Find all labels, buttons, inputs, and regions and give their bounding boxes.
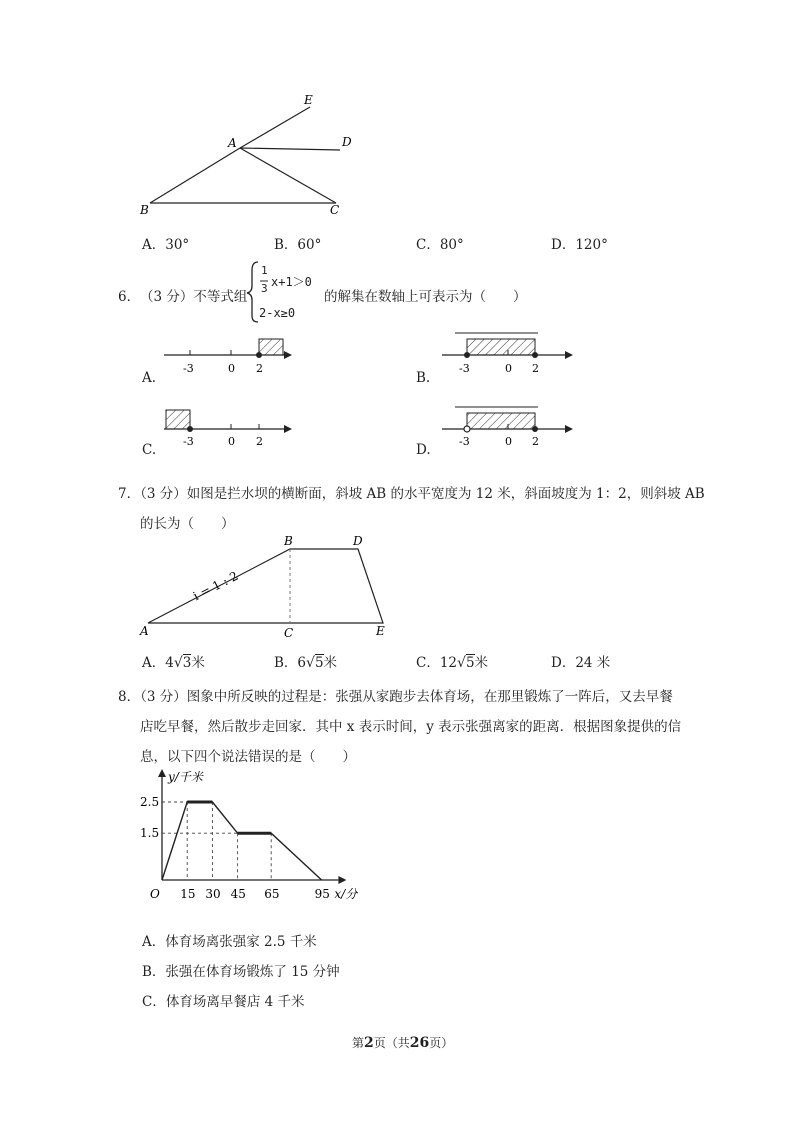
q7-option-c: C．12√5米 (416, 655, 489, 671)
y-tick-label: 2.5 (140, 795, 160, 809)
svg-text:2: 2 (256, 362, 263, 375)
page-footer: 第2页（共26页） (352, 1035, 454, 1051)
q5-option-a: A．30° (142, 237, 190, 253)
q5-option-c: C．80° (416, 237, 464, 253)
svg-text:2: 2 (532, 362, 539, 375)
q6-suffix: 的解集在数轴上可表示为（ ） (324, 289, 527, 305)
q8-line2: 店吃早餐，然后散步走回家．其中 x 表示时间，y 表示张强离家的距离．根据图象提供的信 (140, 719, 682, 735)
x-tick-label: 45 (230, 887, 246, 901)
svg-text:B: B (284, 534, 293, 548)
svg-text:i = 1 : 2: i = 1 : 2 (190, 568, 241, 604)
svg-text:-3: -3 (459, 362, 470, 375)
x-tick-label: 95 (314, 887, 330, 901)
svg-text:0: 0 (505, 362, 512, 375)
q6-option-d: D. (416, 442, 431, 458)
label-b: B (140, 203, 149, 217)
q6-option-a: A. (142, 370, 157, 386)
svg-text:A: A (140, 624, 149, 638)
q6-prefix: （3 分）不等式组 (140, 289, 248, 305)
label-c: C (330, 203, 340, 217)
q8-option-b: B．张强在体育场锻炼了 15 分钟 (142, 964, 340, 980)
q7-option-a: A．4√3米 (142, 655, 205, 671)
q6-option-c: C. (142, 442, 157, 458)
svg-text:-3: -3 (183, 362, 194, 375)
q7-option-b: B．6√5米 (274, 655, 338, 671)
svg-text:0: 0 (228, 362, 235, 375)
q6-frac-num: 1 (261, 264, 268, 277)
x-axis-arrow (338, 876, 346, 884)
series-line (162, 802, 322, 880)
x-tick-label: 15 (180, 887, 196, 901)
svg-text:-3: -3 (183, 435, 194, 448)
q6-ineq2: 2-x≥0 (259, 306, 296, 320)
label-a: A (228, 136, 237, 150)
origin-label: O (150, 887, 160, 901)
label-e: E (304, 93, 313, 107)
y-axis-label: y/千米 (168, 770, 203, 785)
x-tick-label: 65 (264, 887, 280, 901)
q7-line2: 的长为（ ） (140, 516, 235, 532)
svg-text:2: 2 (532, 435, 539, 448)
q8-option-c: C．体育场离早餐店 4 千米 (142, 994, 305, 1010)
svg-text:C: C (284, 626, 294, 640)
q8-line1: 8．（3 分）图象中所反映的过程是：张强从家跑步去体育场，在那里锻炼了一阵后，又去早餐 (118, 689, 673, 705)
q6-frac-den: 3 (261, 282, 268, 295)
q6-ineq1-rest: x+1＞0 (271, 275, 312, 289)
q6-number: 6． (118, 289, 141, 305)
svg-text:-3: -3 (459, 435, 470, 448)
x-axis-label: x/分 (334, 887, 358, 901)
svg-text:0: 0 (228, 435, 235, 448)
y-axis-arrow (158, 769, 166, 777)
q5-option-d: D．120° (551, 237, 608, 253)
q8-option-a: A．体育场离张强家 2.5 千米 (142, 934, 317, 950)
q8-line3: 息，以下四个说法错误的是（ ） (140, 749, 356, 765)
q6-option-b: B. (416, 370, 431, 386)
svg-text:0: 0 (505, 435, 512, 448)
svg-text:D: D (353, 534, 363, 548)
label-d: D (342, 135, 352, 149)
q7-option-d: D．24 米 (551, 655, 611, 671)
y-tick-label: 1.5 (140, 826, 160, 841)
x-tick-label: 30 (205, 887, 221, 901)
svg-text:E: E (376, 624, 385, 638)
svg-text:2: 2 (256, 435, 263, 448)
q7-line1: 7．（3 分）如图是拦水坝的横断面，斜坡 AB 的水平宽度为 12 米，斜面坡度为 1：2，则斜坡 AB (118, 486, 705, 502)
q5-option-b: B．60° (274, 237, 322, 253)
